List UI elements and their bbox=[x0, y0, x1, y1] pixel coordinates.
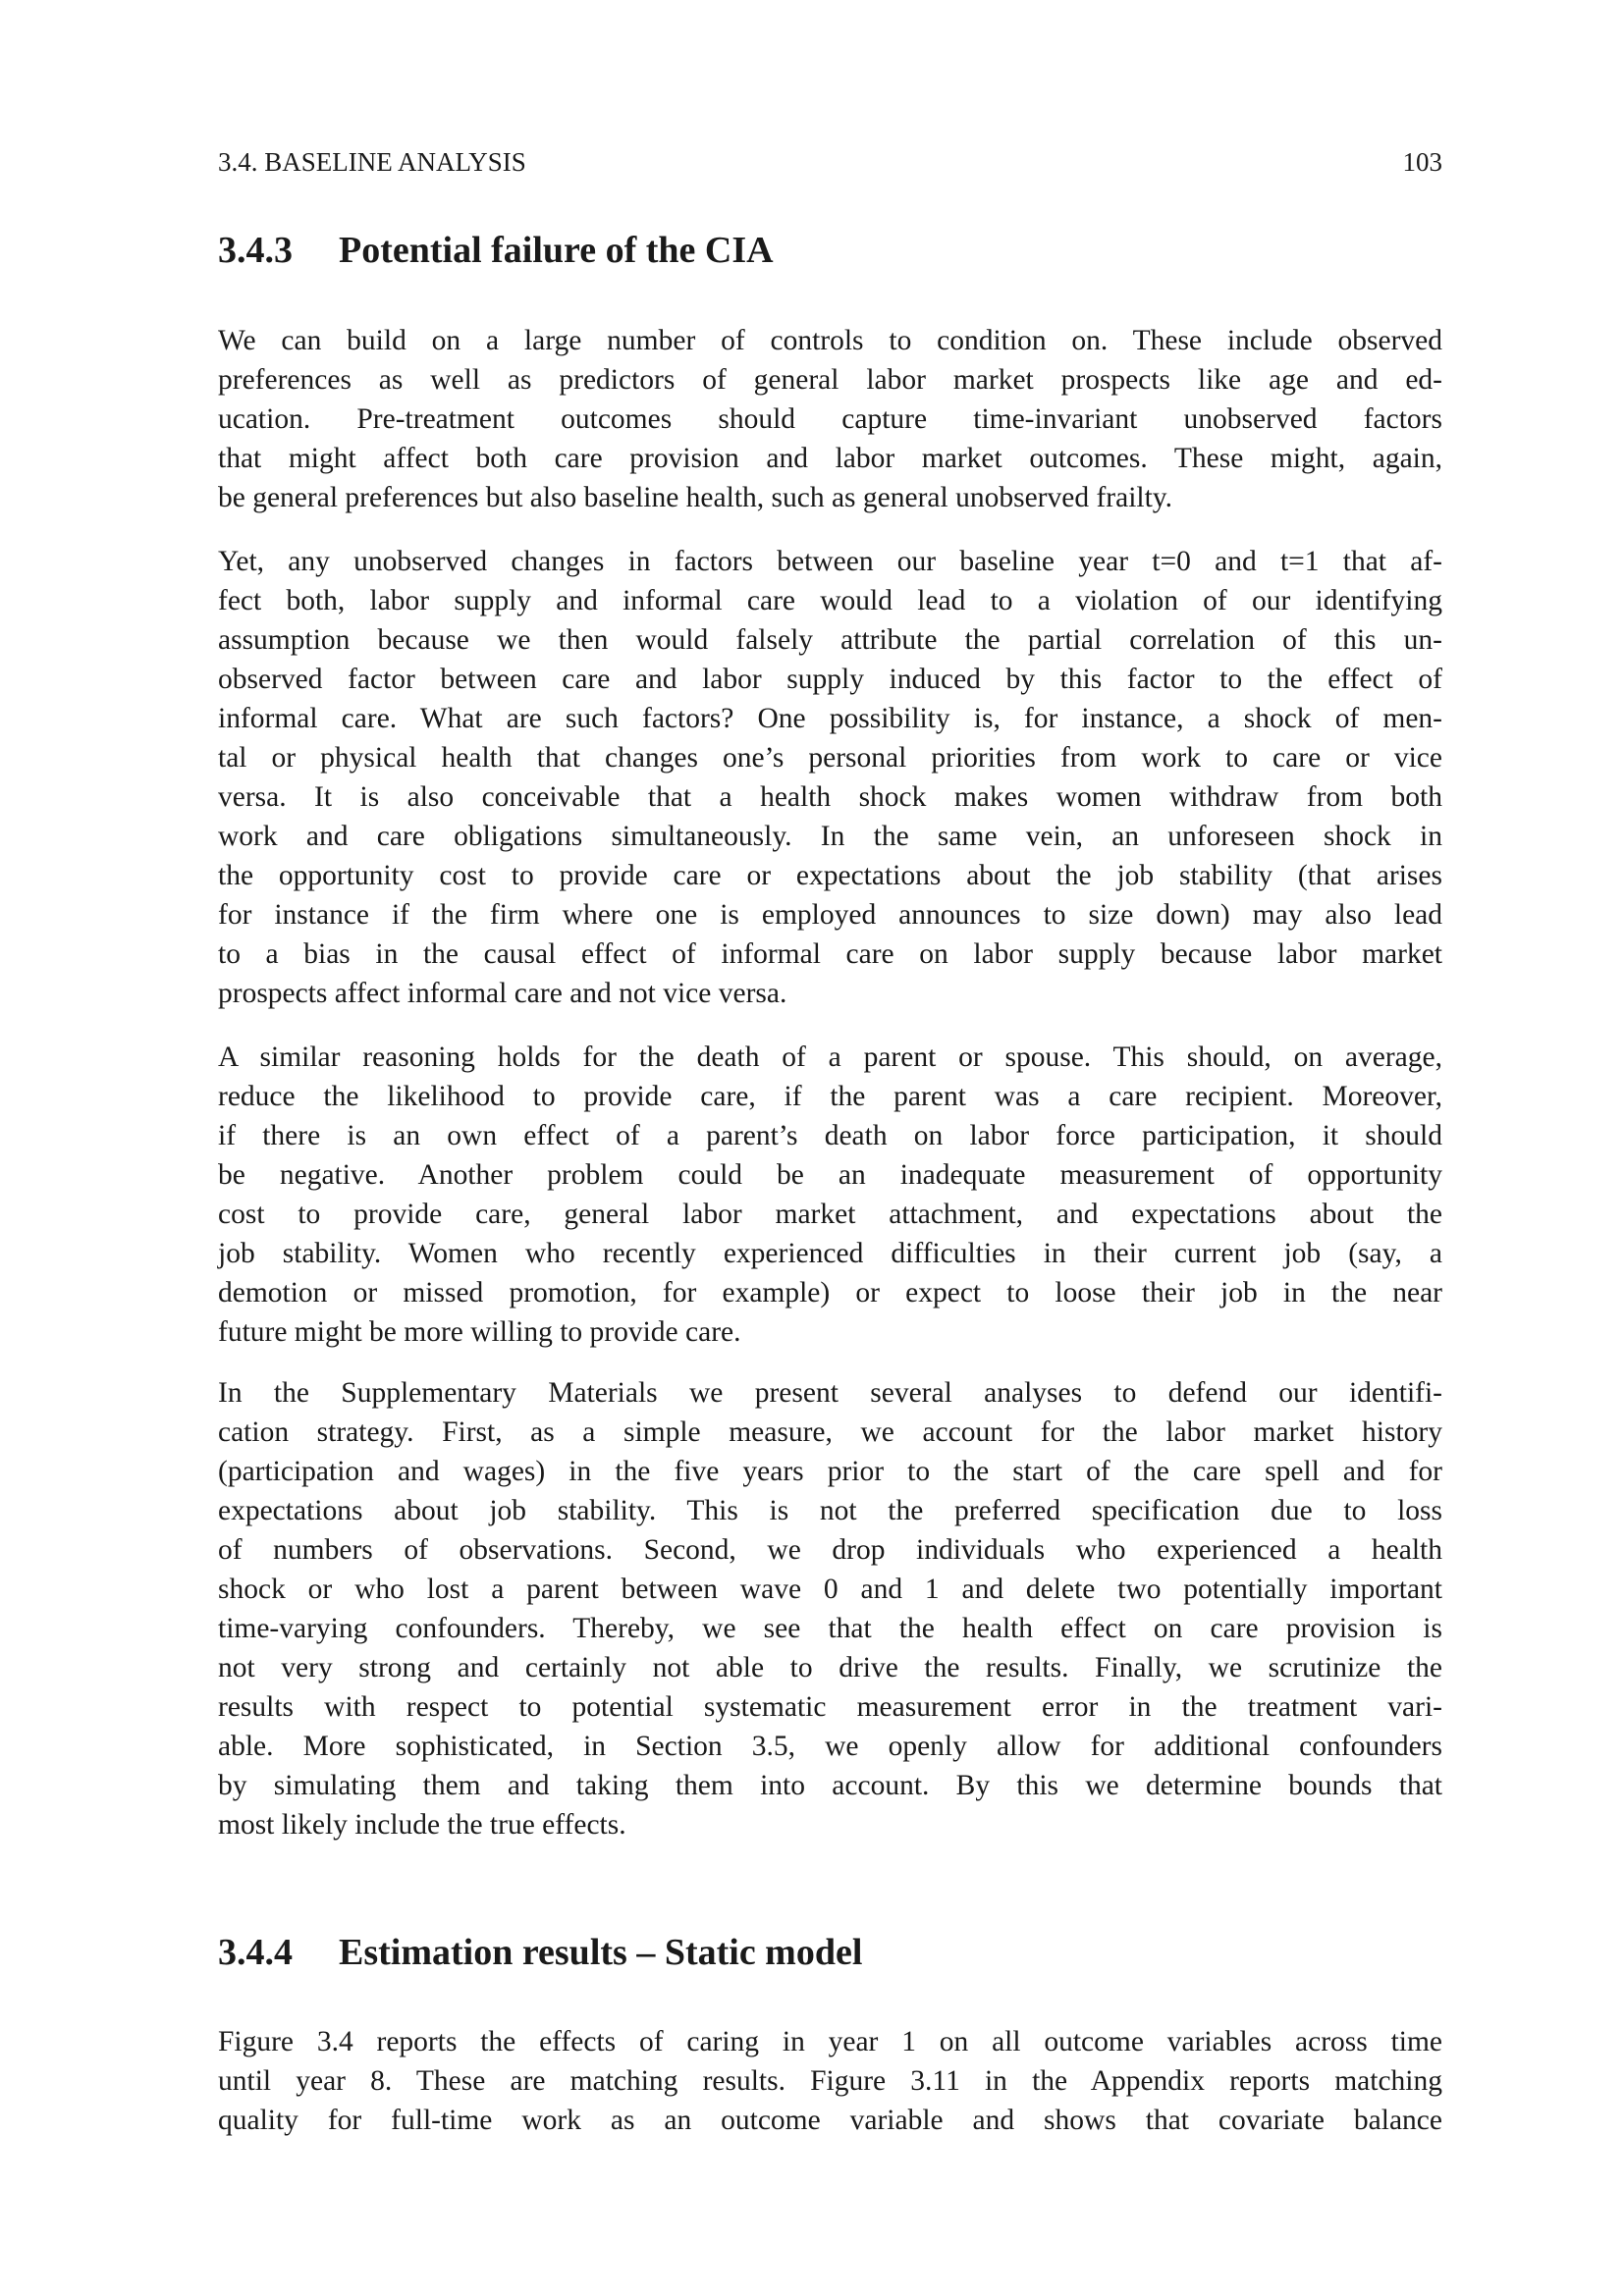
text-line: A similar reasoning holds for the death of a parent or spouse. This should, on average, bbox=[218, 1041, 1442, 1073]
text-line: preferences as well as predictors of general labor market prospects like age and ed- bbox=[218, 364, 1442, 396]
text-line: Yet, any unobserved changes in factors between our baseline year t=0 and t=1 that af- bbox=[218, 546, 1442, 577]
text-line: of numbers of observations. Second, we drop individuals who experienced a health bbox=[218, 1534, 1442, 1566]
text-line: not very strong and certainly not able to drive the results. Finally, we scrutinize the bbox=[218, 1652, 1442, 1683]
text-line: future might be more willing to provide care. bbox=[218, 1316, 741, 1348]
text-line: time-varying confounders. Thereby, we see that the health effect on care provision is bbox=[218, 1613, 1442, 1644]
section-heading-3-4-3 bbox=[218, 229, 1442, 272]
text-line: be negative. Another problem could be an inadequate measurement of opportunity bbox=[218, 1159, 1442, 1191]
text-line: work and care obligations simultaneously. In the same vein, an unforeseen shock in bbox=[218, 821, 1442, 852]
text-line: for instance if the firm where one is employed announces to size down) may also lead bbox=[218, 899, 1442, 931]
text-line: In the Supplementary Materials we present several analyses to defend our identifi- bbox=[218, 1377, 1442, 1409]
text-line: until year 8. These are matching results. Figure 3.11 in the Appendix reports matching bbox=[218, 2065, 1442, 2097]
text-line: quality for full-time work as an outcome variable and shows that covariate balance bbox=[218, 2105, 1442, 2136]
section-number: 3.4.3 bbox=[218, 230, 293, 271]
text-line: ucation. Pre-treatment outcomes should capture time-invariant unobserved factors bbox=[218, 403, 1442, 435]
text-line: observed factor between care and labor supply induced by this factor to the effect of bbox=[218, 664, 1442, 695]
text-line: the opportunity cost to provide care or expectations about the job stability (that arises bbox=[218, 860, 1442, 891]
paragraph bbox=[218, 2022, 1442, 2140]
text-line: shock or who lost a parent between wave 0 and 1 and delete two potentially important bbox=[218, 1574, 1442, 1605]
text-line: Figure 3.4 reports the effects of caring in year 1 on all outcome variables across time bbox=[218, 2026, 1442, 2057]
text-line: by simulating them and taking them into account. By this we determine bounds that bbox=[218, 1770, 1442, 1801]
section-title: Potential failure of the CIA bbox=[339, 230, 774, 271]
text-line: be general preferences but also baseline health, such as general unobserved frailty. bbox=[218, 482, 1172, 513]
section-number: 3.4.4 bbox=[218, 1932, 293, 1973]
section-title: Estimation results – Static model bbox=[339, 1932, 863, 1973]
text-line: prospects affect informal care and not vice versa. bbox=[218, 978, 787, 1009]
text-line: We can build on a large number of controls to condition on. These include observed bbox=[218, 325, 1442, 356]
text-line: if there is an own effect of a parent’s death on labor force participation, it should bbox=[218, 1120, 1442, 1151]
section-heading-3-4-4 bbox=[218, 1931, 1442, 1974]
text-line: versa. It is also conceivable that a health shock makes women withdraw from both bbox=[218, 781, 1442, 813]
text-line: able. More sophisticated, in Section 3.5, we openly allow for additional confounders bbox=[218, 1731, 1442, 1762]
running-header bbox=[218, 147, 1442, 178]
text-line: cost to provide care, general labor market attachment, and expectations about the bbox=[218, 1199, 1442, 1230]
text-line: (participation and wages) in the five years prior to the start of the care spell and for bbox=[218, 1456, 1442, 1487]
text-line: assumption because we then would falsely attribute the partial correlation of this un- bbox=[218, 624, 1442, 656]
text-line: results with respect to potential systematic measurement error in the treatment vari- bbox=[218, 1691, 1442, 1723]
text-line: reduce the likelihood to provide care, if the parent was a care recipient. Moreover, bbox=[218, 1081, 1442, 1112]
paragraph bbox=[218, 1373, 1442, 1844]
text-line: expectations about job stability. This is not the preferred specification due to loss bbox=[218, 1495, 1442, 1526]
text-line: job stability. Women who recently experienced difficulties in their current job (say, a bbox=[218, 1238, 1442, 1269]
text-line: fect both, labor supply and informal care would lead to a violation of our identifying bbox=[218, 585, 1442, 616]
text-line: demotion or missed promotion, for example) or expect to loose their job in the near bbox=[218, 1277, 1442, 1308]
paragraph bbox=[218, 1038, 1442, 1352]
text-line: that might affect both care provision and labor market outcomes. These might, again, bbox=[218, 443, 1442, 474]
text-line: cation strategy. First, as a simple measure, we account for the labor market history bbox=[218, 1416, 1442, 1448]
paragraph bbox=[218, 542, 1442, 1013]
text-line: informal care. What are such factors? One possibility is, for instance, a shock of men- bbox=[218, 703, 1442, 734]
text-line: tal or physical health that changes one’s personal priorities from work to care or vice bbox=[218, 742, 1442, 774]
text-line: to a bias in the causal effect of informal care on labor supply because labor market bbox=[218, 938, 1442, 970]
running-header-section: 3.4. BASELINE ANALYSIS bbox=[218, 147, 526, 177]
page-number: 103 bbox=[1402, 147, 1442, 177]
paragraph bbox=[218, 321, 1442, 517]
text-line: most likely include the true effects. bbox=[218, 1809, 626, 1841]
